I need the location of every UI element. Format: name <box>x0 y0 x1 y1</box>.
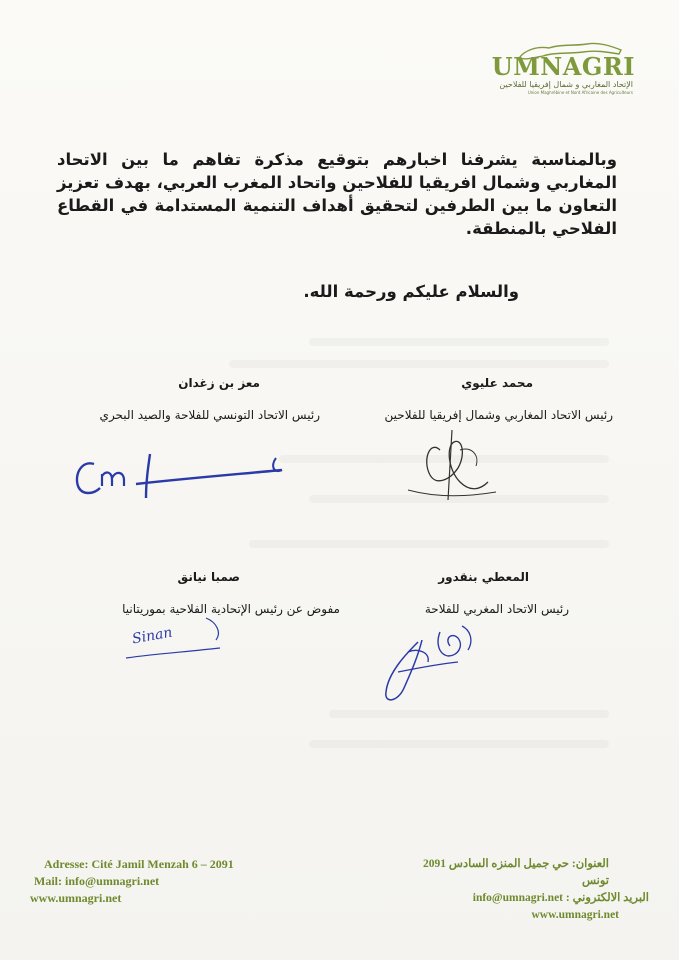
footer-french <box>30 856 234 907</box>
signatory-name: المعطي بنقدور <box>438 570 529 584</box>
signatory-block-2 <box>60 376 320 422</box>
bleed-through-mark <box>309 740 609 748</box>
logo-wordmark: UMNAGRI <box>491 52 635 81</box>
logo-arabic-text: الإتحاد المغاربي و شمال إفريقيا للفلاحين <box>499 80 633 89</box>
bleed-through-mark <box>229 360 609 368</box>
bleed-through-mark <box>249 540 609 548</box>
footer-website-ar[interactable]: www.umnagri.net <box>531 909 619 921</box>
letter-closing: والسلام عليكم ورحمة الله. <box>303 282 519 301</box>
logo-french-text: Union Maghrébine et Nord Africaine des Agriculteurs <box>527 90 633 95</box>
footer-address: Adresse: Cité Jamil Menzah 6 – 2091 <box>44 857 234 871</box>
signatory-block-1 <box>343 376 613 422</box>
signatory-name: محمد عليوي <box>461 376 533 390</box>
signatory-block-4 <box>70 570 340 616</box>
signatory-title: رئيس الاتحاد المغاربي وشمال إفريقيا للفلاحين <box>384 408 613 422</box>
bleed-through-mark <box>309 338 609 346</box>
signatory-block-3 <box>349 570 569 616</box>
letter-paragraph: وبالمناسبة يشرفنا اخبارهم بتوقيع مذكرة تفاهم ما بين الاتحاد المغاربي وشمال افريقيا للفلاحين واتحاد المغرب العربي، بهدف تعزيز التعاون ما بين الطرفين لتحقيق أهداف التنمية المستدامة في القطاع الفلاحي بالمنطقة. <box>57 150 617 238</box>
footer-website[interactable]: www.umnagri.net <box>30 891 122 905</box>
signature-image <box>400 420 510 510</box>
signatory-name: معز بن زغدان <box>178 376 260 390</box>
footer-arabic <box>409 856 649 924</box>
footer-address-ar: العنوان: حي جميل المنزه السادس 2091 تونس <box>423 858 609 887</box>
signatory-title: رئيس الاتحاد التونسي للفلاحة والصيد البحري <box>99 408 320 422</box>
signatory-title: مفوض عن رئيس الإتحادية الفلاحية بموريتانيا <box>122 602 340 616</box>
footer-mail-ar[interactable]: info@umnagri.net <box>472 892 564 904</box>
signature-mark-text: Sinan <box>130 624 174 648</box>
signature-image <box>378 612 488 712</box>
umnagri-logo <box>475 40 635 96</box>
signatory-title: رئيس الاتحاد المغربي للفلاحة <box>424 602 569 616</box>
footer-mail-label-ar: البريد الالكتروني : <box>565 892 649 904</box>
letter-body <box>57 148 617 240</box>
signatory-name: صمبا نيانق <box>177 570 240 584</box>
signature-image <box>70 448 300 508</box>
signature-image <box>124 614 234 664</box>
footer-mail[interactable]: Mail: info@umnagri.net <box>34 874 160 888</box>
